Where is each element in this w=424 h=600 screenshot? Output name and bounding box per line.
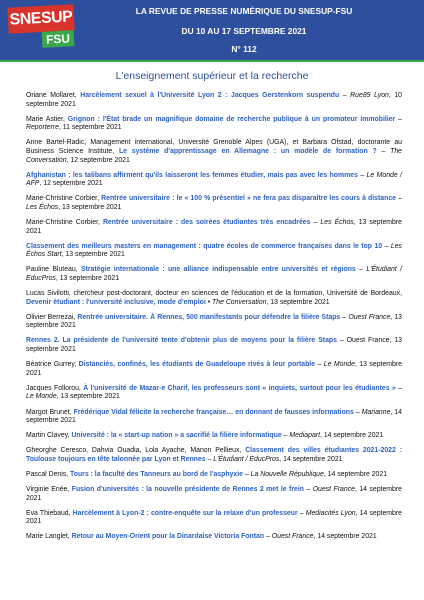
press-entry bbox=[26, 243, 402, 260]
entry-text: – bbox=[281, 432, 290, 440]
press-review-list bbox=[26, 92, 402, 549]
entry-text: , 13 septembre 2021 bbox=[26, 219, 402, 235]
entry-text: Gheorghe Ceresco, Dahvia Ouadia, Lola Ayache, Manon Pellieux, bbox=[26, 447, 246, 455]
source-name: Ouest France bbox=[348, 313, 391, 321]
entry-text: Marie Langlet, bbox=[26, 533, 72, 541]
source-name: The Conversation bbox=[212, 298, 267, 306]
source-name: Mediacités Lyon bbox=[305, 509, 356, 517]
entry-text: , 13 septembre 2021 bbox=[56, 393, 120, 401]
entry-text: , 14 septembre 2021 bbox=[313, 533, 377, 541]
entry-text: , 14 septembre 2021 bbox=[320, 432, 384, 440]
source-name: Mediapart bbox=[289, 432, 321, 440]
source-name: Le Monde bbox=[323, 361, 355, 369]
source-name: Le Monde / AFP bbox=[26, 171, 402, 188]
entry-text: – bbox=[264, 533, 272, 541]
entry-text: Margot Brunet, bbox=[26, 408, 74, 416]
entry-text: Anne Bartel-Radic, Management international, Université Grenoble Alpes (UGA), et Barbara Ofstad, doctorante au Business Science Institute, bbox=[26, 139, 402, 155]
source-name: Reporterre bbox=[26, 124, 59, 132]
entry-text: Olivier Berrezai, bbox=[26, 313, 78, 321]
entry-text: – bbox=[303, 486, 313, 494]
press-entry bbox=[26, 385, 402, 402]
newsletter-header bbox=[0, 0, 424, 62]
entry-text: Marie-Christine Corbier, bbox=[26, 219, 103, 227]
article-link[interactable]: Rentrée universitaire. À Rennes, 500 manifestants pour défendre la filière Staps bbox=[77, 313, 341, 321]
newsletter-title: LA REVUE DE PRESSE NUMÉRIQUE DU SNESUP-FSU bbox=[135, 6, 353, 16]
press-entry bbox=[26, 471, 402, 480]
entry-text: Eva Thiebaud, bbox=[26, 509, 73, 517]
entry-text: Marie-Christine Corbier, bbox=[26, 195, 102, 203]
source-name: Ouest France bbox=[312, 486, 355, 494]
entry-text: , 13 septembre 2021 bbox=[266, 298, 330, 306]
entry-text: Lucas Sivilotti, chercheur post-doctorant, docteur en sciences de l'éducation et de la formation, Université de Bordeaux, bbox=[26, 290, 402, 298]
press-entry bbox=[26, 337, 402, 354]
article-link[interactable]: Frédérique Vidal félicite la recherche française… en donnant de fausses informations bbox=[73, 408, 354, 416]
press-entry bbox=[26, 139, 402, 165]
entry-text: – bbox=[315, 361, 324, 369]
entry-text: – bbox=[339, 92, 351, 99]
article-link[interactable]: Fusion d'universités : la nouvelle présidente de Rennes 2 met le frein bbox=[71, 486, 304, 494]
press-entry bbox=[26, 172, 402, 189]
entry-text: Béatrice Gurrey, bbox=[26, 361, 79, 369]
entry-text: Jacques Follorou, bbox=[26, 384, 84, 392]
article-link[interactable]: Université : la « start-up nation » a sacrifié la filière informatique bbox=[71, 432, 282, 440]
snesup-fsu-logo bbox=[6, 4, 78, 54]
source-name: Marianne bbox=[361, 408, 391, 416]
entry-text: – bbox=[376, 147, 391, 155]
section-title: L'enseignement supérieur et la recherche bbox=[115, 70, 309, 82]
article-link[interactable]: Harcèlement sexuel à l'Université Lyon 2 : Jacques Gerstenkorn suspendu bbox=[80, 92, 340, 99]
press-entry bbox=[26, 266, 402, 283]
source-name: La Nouvelle République bbox=[250, 471, 324, 478]
source-name: Ouest France bbox=[271, 533, 314, 541]
article-link[interactable]: Classement des villes étudiantes 2021-2022 : Toulouse toujours en tête talonnée par Lyon et Rennes bbox=[26, 447, 402, 463]
entry-text: Martin Clavey, bbox=[26, 432, 72, 440]
press-entry bbox=[26, 314, 402, 331]
logo-snesup-text: SNESUP bbox=[7, 4, 74, 33]
newsletter-issue-number: N° 112 bbox=[231, 44, 257, 54]
entry-text: – bbox=[355, 266, 367, 274]
entry-text: Marie Astier, bbox=[26, 115, 68, 123]
logo-fsu-text: FSU bbox=[42, 30, 75, 48]
entry-text: – bbox=[357, 171, 367, 179]
source-name: L'Étudiant / EducPros bbox=[213, 455, 280, 463]
entry-text: , 14 septembre 2021 bbox=[323, 471, 388, 478]
entry-text: • bbox=[205, 298, 213, 306]
article-link[interactable]: Stratégie internationale : une alliance indispensable entre universités et régions bbox=[80, 266, 356, 274]
press-entry bbox=[26, 92, 402, 109]
press-entry bbox=[26, 533, 402, 542]
press-entry bbox=[26, 447, 402, 464]
source-name: Les Échos Start bbox=[26, 242, 402, 259]
entry-text: – bbox=[382, 242, 391, 250]
entry-text: – bbox=[340, 313, 349, 321]
article-link[interactable]: Classement des meilleurs masters en management : quatre écoles de commerce françaises dans le top 10 bbox=[26, 242, 383, 250]
source-name: Rue89 Lyon bbox=[350, 92, 389, 99]
article-link[interactable]: Afghanistan : les talibans affirment qu'ils laisseront les femmes étudier, mais pas avec les hommes bbox=[26, 171, 358, 179]
article-link[interactable]: Rennes 2. La présidente de l'université tente d'obtenir plus de moyens pour la filière Staps bbox=[26, 337, 337, 345]
entry-text: , 13 septembre 2021 bbox=[55, 275, 120, 282]
entry-text: , 12 septembre 2021 bbox=[39, 180, 103, 188]
entry-text: – bbox=[395, 384, 402, 392]
article-link[interactable]: Rentrée universitaire : des soirées étudiantes très encadrées bbox=[102, 219, 311, 227]
entry-text: Virginie Enée, bbox=[26, 486, 72, 494]
article-link[interactable]: Devenir étudiant : l'université inclusive, mode d'emploi bbox=[26, 298, 206, 306]
entry-text: – bbox=[205, 455, 214, 463]
entry-text: – bbox=[395, 115, 402, 123]
source-name: The Conversation bbox=[26, 147, 402, 164]
press-entry bbox=[26, 290, 402, 307]
article-link[interactable]: Distanciés, confinés, les étudiants de Guadeloupe rivés à leur portable bbox=[78, 361, 316, 369]
press-entry bbox=[26, 195, 402, 212]
article-link[interactable]: Tours : la faculté des Tanneurs au bord de l'asphyxie bbox=[70, 471, 243, 478]
entry-text: Pascal Denis, bbox=[26, 471, 71, 478]
entry-text: , 14 septembre 2021 bbox=[279, 455, 343, 463]
source-name: Le Monde bbox=[26, 393, 57, 401]
press-entry bbox=[26, 219, 402, 236]
entry-text: , 14 septembre 2021 bbox=[26, 509, 403, 526]
entry-text: , 14 septembre 2021 bbox=[26, 408, 402, 425]
source-name: L'Étudiant / EducPros bbox=[26, 266, 403, 282]
entry-text: , 12 septembre 2021 bbox=[66, 156, 130, 164]
source-name: Les Échos bbox=[320, 219, 354, 227]
entry-text: , 13 septembre 2021 bbox=[61, 251, 125, 259]
press-entry bbox=[26, 486, 402, 503]
entry-text: – bbox=[297, 509, 306, 517]
press-entry bbox=[26, 510, 402, 527]
press-entry bbox=[26, 116, 402, 133]
source-name: Les Échos bbox=[26, 203, 59, 211]
article-link[interactable]: Harcèlement à Lyon-2 : contre-enquête sur la relaxe d'un professeur bbox=[72, 509, 298, 517]
entry-text: , 13 septembre 2021 bbox=[26, 361, 402, 377]
article-link[interactable]: Retour au Moyen-Orient pour la Dinardaise Victoria Fontan bbox=[71, 533, 265, 541]
entry-text: , 11 septembre 2021 bbox=[58, 124, 122, 132]
entry-text: , 14 septembre 2021 bbox=[26, 486, 402, 502]
entry-text: , 10 septembre 2021 bbox=[26, 92, 402, 108]
entry-text: – bbox=[353, 408, 362, 416]
entry-text: – bbox=[396, 195, 403, 203]
entry-text: – Ouest France, 13 septembre 2021 bbox=[26, 337, 402, 354]
article-link[interactable]: Grignon : l'État brade un magnifique domaine de recherche publique à un promoteur immobilier bbox=[67, 115, 396, 123]
entry-text: – bbox=[242, 471, 251, 478]
entry-text: – bbox=[310, 219, 321, 227]
entry-text: , 13 septembre 2021 bbox=[58, 203, 122, 211]
press-entry bbox=[26, 361, 402, 378]
article-link[interactable]: Rentrée universitaire : le « 100 % présentiel » ne fera pas disparaître les cours à distance bbox=[101, 195, 397, 203]
newsletter-date-range: DU 10 AU 17 SEPTEMBRE 2021 bbox=[181, 26, 307, 36]
article-link[interactable]: Le système d'apprentissage en Allemagne : un modèle de formation ? bbox=[118, 147, 377, 155]
press-entry bbox=[26, 432, 402, 441]
entry-text: Pauline Bluteau, bbox=[26, 266, 81, 274]
entry-text: Oriane Mollaret, bbox=[26, 92, 81, 99]
press-entry bbox=[26, 409, 402, 426]
article-link[interactable]: À l'université de Mazar-e Charif, les professeurs sont « inquiets, surtout pour les étudiantes » bbox=[83, 384, 396, 392]
entry-text: , 13 septembre 2021 bbox=[26, 313, 402, 330]
